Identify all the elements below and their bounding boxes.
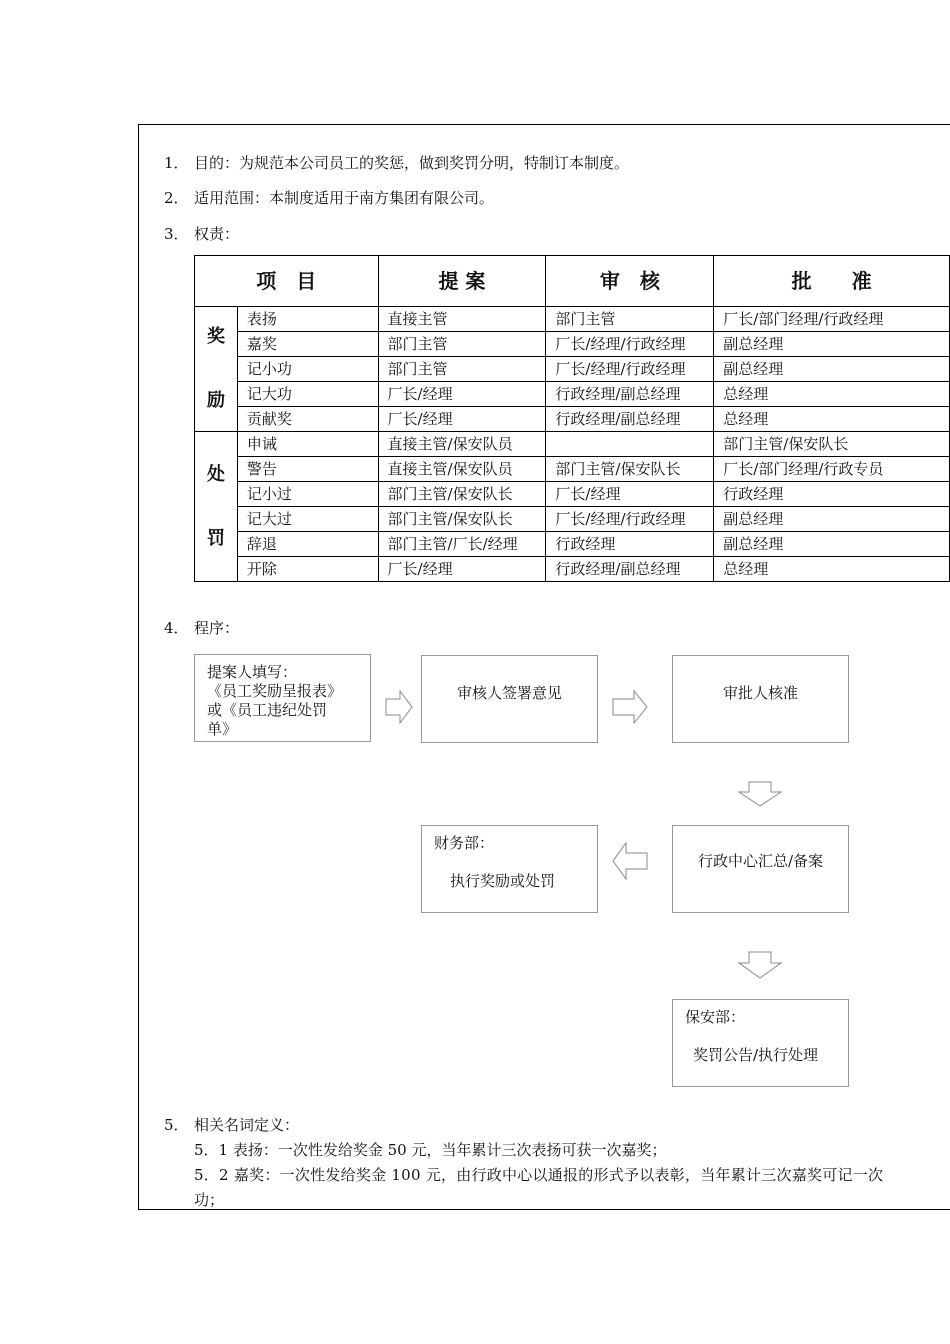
- reward-category-label: [195, 307, 238, 432]
- flow-step-proposal-line: 《员工奖励呈报表》: [207, 682, 343, 700]
- table-row: [195, 557, 950, 582]
- item-2-scope: 适用范围：本制度适用于南方集团有限公司。: [194, 189, 495, 207]
- item-4-number: 4．: [164, 619, 189, 637]
- flow-step-approve-text: 审批人核准: [722, 684, 798, 702]
- table-cell: 部门主管: [378, 357, 546, 382]
- item-1-purpose: 目的：为规范本公司员工的奖惩，做到奖罚分明，特制订本制度。: [194, 154, 630, 172]
- reward-label-char: 励: [206, 390, 225, 411]
- header-approval: 批 准: [714, 256, 950, 307]
- table-cell: 行政经理: [546, 532, 714, 557]
- right-arrow-icon: [612, 690, 648, 724]
- table-row: [195, 382, 950, 407]
- punish-category-label: [195, 432, 238, 582]
- table-cell: 厂长/部门经理/行政经理: [714, 307, 950, 332]
- flow-step-review-text: 审核人签署意见: [456, 684, 562, 702]
- flow-step-security-title: 保安部：: [685, 1008, 746, 1026]
- flow-step-admin: [672, 825, 849, 913]
- table-header-row: [195, 256, 950, 307]
- flow-step-finance-body: 执行奖励或处罚: [450, 872, 556, 890]
- table-cell: 申诫: [237, 432, 378, 457]
- flow-step-finance: [421, 825, 598, 913]
- table-cell: 副总经理: [714, 532, 950, 557]
- table-cell: 副总经理: [714, 357, 950, 382]
- item-2-number: 2．: [164, 189, 189, 207]
- left-arrow-icon: [612, 842, 648, 880]
- table-row: [195, 532, 950, 557]
- table-cell: 总经理: [714, 407, 950, 432]
- table-cell: 部门主管/保安队长: [378, 482, 546, 507]
- flow-step-approve: [672, 655, 849, 743]
- table-cell: 部门主管: [546, 307, 714, 332]
- table-cell: 贡献奖: [237, 407, 378, 432]
- table-cell: 部门主管/厂长/经理: [378, 532, 546, 557]
- flow-step-security-body: 奖罚公告/执行处理: [693, 1046, 819, 1064]
- item-1-number: 1．: [164, 154, 189, 172]
- table-cell: 记大功: [237, 382, 378, 407]
- table-cell: 厂长/经理/行政经理: [546, 507, 714, 532]
- header-item: 项 目: [195, 256, 379, 307]
- table-cell: 副总经理: [714, 332, 950, 357]
- item-5-number: 5．: [164, 1116, 189, 1134]
- table-row: [195, 332, 950, 357]
- table-row: [195, 432, 950, 457]
- item-4-procedure: 程序：: [194, 619, 240, 637]
- table-cell: 记小过: [237, 482, 378, 507]
- flow-step-finance-title: 财务部：: [434, 834, 495, 852]
- table-cell: 厂长/经理: [546, 482, 714, 507]
- authority-table: [194, 255, 950, 582]
- table-cell: 总经理: [714, 382, 950, 407]
- table-cell: 记大过: [237, 507, 378, 532]
- header-proposal: 提 案: [378, 256, 546, 307]
- table-cell: 总经理: [714, 557, 950, 582]
- down-arrow-icon: [738, 781, 782, 807]
- table-cell: 嘉奖: [237, 332, 378, 357]
- table-cell: 部门主管: [378, 332, 546, 357]
- punish-label-char: 处: [206, 463, 225, 485]
- table-cell: 直接主管/保安队员: [378, 432, 546, 457]
- table-cell: 行政经理/副总经理: [546, 407, 714, 432]
- table-cell: 厂长/经理: [378, 557, 546, 582]
- table-cell: 行政经理: [714, 482, 950, 507]
- table-cell: 部门主管/保安队长: [546, 457, 714, 482]
- flow-step-admin-text: 行政中心汇总/备案: [697, 852, 824, 870]
- down-arrow-icon: [738, 951, 782, 979]
- table-cell: 行政经理/副总经理: [546, 557, 714, 582]
- table-cell: 厂长/经理: [378, 407, 546, 432]
- table-cell: 警告: [237, 457, 378, 482]
- table-cell: 直接主管: [378, 307, 546, 332]
- definition-commendation: 5．2 嘉奖：一次性发给奖金 100 元，由行政中心以通报的形式予以表彰，当年累计三次嘉奖可记一次: [194, 1166, 884, 1184]
- table-cell: [546, 432, 714, 457]
- table-row: [195, 357, 950, 382]
- table-cell: 厂长/部门经理/行政专员: [714, 457, 950, 482]
- punish-label-char: 罚: [206, 527, 225, 549]
- flow-step-proposal-line: 提案人填写：: [207, 663, 298, 681]
- table-cell: 表扬: [237, 307, 378, 332]
- definition-commendation-cont: 功；: [194, 1191, 225, 1209]
- flow-step-proposal-line: 单》: [207, 720, 238, 738]
- right-arrow-icon: [385, 690, 413, 724]
- reward-label-char: 奖: [206, 326, 225, 347]
- table-cell: 行政经理/副总经理: [546, 382, 714, 407]
- item-3-number: 3．: [164, 225, 189, 243]
- table-cell: 部门主管/保安队长: [714, 432, 950, 457]
- definition-praise: 5．1 表扬：一次性发给奖金 50 元，当年累计三次表扬可获一次嘉奖；: [194, 1141, 667, 1159]
- table-row: [195, 482, 950, 507]
- table-cell: 部门主管/保安队长: [378, 507, 546, 532]
- table-row: [195, 507, 950, 532]
- header-review: 审 核: [546, 256, 714, 307]
- flow-step-proposal: [194, 654, 371, 742]
- table-cell: 副总经理: [714, 507, 950, 532]
- item-5-definitions: 相关名词定义：: [194, 1116, 300, 1134]
- table-cell: 厂长/经理/行政经理: [546, 357, 714, 382]
- table-row: [195, 407, 950, 432]
- flow-step-proposal-line: 或《员工违纪处罚: [207, 701, 328, 719]
- table-cell: 辞退: [237, 532, 378, 557]
- item-3-responsibility: 权责：: [194, 225, 240, 243]
- table-cell: 厂长/经理: [378, 382, 546, 407]
- table-cell: 记小功: [237, 357, 378, 382]
- table-cell: 直接主管/保安队员: [378, 457, 546, 482]
- table-row: [195, 457, 950, 482]
- table-cell: 开除: [237, 557, 378, 582]
- table-row: [195, 307, 950, 332]
- flow-step-review: [421, 655, 598, 743]
- flow-step-security: [672, 999, 849, 1087]
- table-cell: 厂长/经理/行政经理: [546, 332, 714, 357]
